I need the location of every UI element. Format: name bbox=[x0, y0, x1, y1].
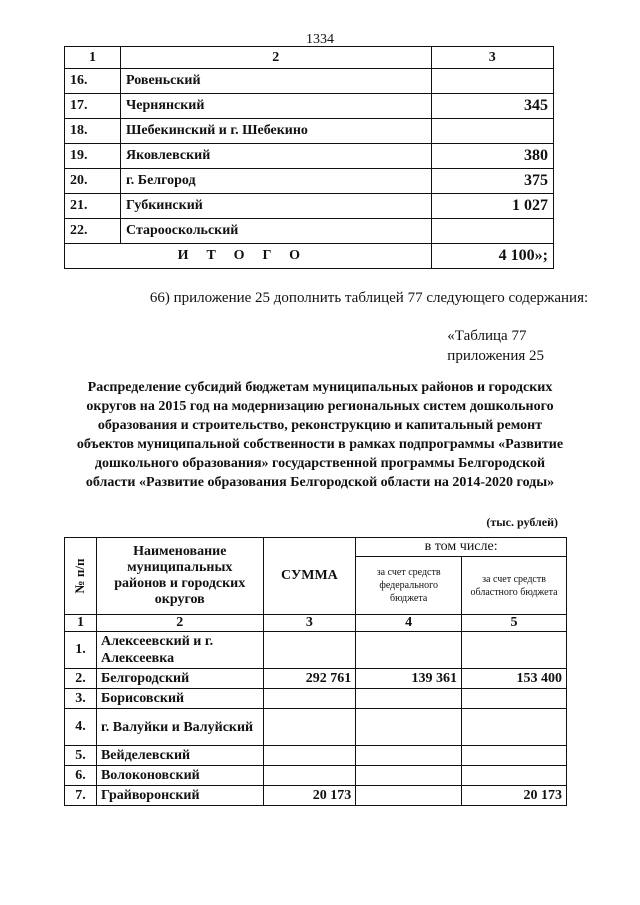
table-row bbox=[65, 69, 554, 94]
total-label: ИТОГО bbox=[65, 244, 432, 269]
continuation-table bbox=[64, 46, 554, 269]
units-label: (тыс. рублей) bbox=[486, 515, 558, 529]
district-name: Шебекинский и г. Шебекино bbox=[121, 119, 432, 144]
page-number: 1334 bbox=[306, 32, 334, 47]
amount: 1 027 bbox=[431, 194, 553, 219]
regional-header: за счет средств областного бюджета bbox=[462, 557, 567, 615]
district-name: Борисовский bbox=[96, 689, 263, 709]
row-number: 5. bbox=[65, 746, 97, 766]
sum-value bbox=[263, 766, 356, 786]
row-number: 6. bbox=[65, 766, 97, 786]
number-header-cell bbox=[65, 538, 97, 615]
column-index: 5 bbox=[462, 615, 567, 632]
including-header: в том числе: bbox=[356, 538, 567, 557]
regional-value bbox=[462, 746, 567, 766]
district-name: Белгородский bbox=[96, 669, 263, 689]
caption-line: приложения 25 bbox=[447, 348, 544, 364]
caption-line: «Таблица 77 bbox=[447, 328, 527, 344]
column-header: 2 bbox=[121, 47, 432, 69]
district-name: Чернянский bbox=[121, 94, 432, 119]
table-row bbox=[65, 786, 567, 806]
table-row bbox=[65, 194, 554, 219]
sum-value bbox=[263, 689, 356, 709]
federal-header: за счет средств федерального бюджета bbox=[356, 557, 462, 615]
amount bbox=[431, 119, 553, 144]
regional-value bbox=[462, 766, 567, 786]
district-name: Грайворонский bbox=[96, 786, 263, 806]
table-header-row bbox=[65, 538, 567, 557]
table-row bbox=[65, 119, 554, 144]
table-caption bbox=[447, 326, 544, 366]
row-number: 22. bbox=[65, 219, 121, 244]
table-row bbox=[65, 219, 554, 244]
subsidy-table bbox=[64, 537, 567, 806]
row-number: 19. bbox=[65, 144, 121, 169]
row-number: 1. bbox=[65, 632, 97, 669]
federal-value bbox=[356, 632, 462, 669]
district-name: Ровеньский bbox=[121, 69, 432, 94]
regional-value: 153 400 bbox=[462, 669, 567, 689]
amount: 380 bbox=[431, 144, 553, 169]
district-name: г. Валуйки и Валуйский bbox=[96, 709, 263, 746]
federal-value bbox=[356, 746, 462, 766]
amount bbox=[431, 69, 553, 94]
sum-value bbox=[263, 709, 356, 746]
row-number: 4. bbox=[65, 709, 97, 746]
column-index-row bbox=[65, 615, 567, 632]
column-index: 4 bbox=[356, 615, 462, 632]
district-name: Алексеевский и г. Алексеевка bbox=[96, 632, 263, 669]
table-row bbox=[65, 669, 567, 689]
district-name: Старооскольский bbox=[121, 219, 432, 244]
row-number: 18. bbox=[65, 119, 121, 144]
total-row bbox=[65, 244, 554, 269]
column-header: 3 bbox=[431, 47, 553, 69]
amendment-paragraph bbox=[0, 290, 640, 307]
table-row bbox=[65, 689, 567, 709]
column-index: 1 bbox=[65, 615, 97, 632]
column-header: 1 bbox=[65, 47, 121, 69]
amendment-text: 66) приложение 25 дополнить таблицей 77 следующего содержания: bbox=[149, 290, 589, 306]
district-name: Вейделевский bbox=[96, 746, 263, 766]
row-number: 17. bbox=[65, 94, 121, 119]
total-value: 4 100»; bbox=[431, 244, 553, 269]
federal-value bbox=[356, 709, 462, 746]
column-index: 2 bbox=[96, 615, 263, 632]
sum-value: 292 761 bbox=[263, 669, 356, 689]
federal-value: 139 361 bbox=[356, 669, 462, 689]
document-heading: Распределение субсидий бюджетам муниципальных районов и городских округов на 2015 год на модернизацию региональных систем дошкольного образования и строительство, реконструкцию и капитальный ремонт объектов муниципальной собственности в рамках подпрограммы «Развитие дошкольного образования» государственной программы Белгородской области «Развитие образования Белгородской области на 2014-2020 годы» bbox=[76, 380, 564, 490]
column-index: 3 bbox=[263, 615, 356, 632]
row-number: 2. bbox=[65, 669, 97, 689]
row-number: 21. bbox=[65, 194, 121, 219]
row-number: 3. bbox=[65, 689, 97, 709]
district-name: Губкинский bbox=[121, 194, 432, 219]
district-name: Волоконовский bbox=[96, 766, 263, 786]
federal-value bbox=[356, 786, 462, 806]
amount bbox=[431, 219, 553, 244]
table-header-row bbox=[65, 47, 554, 69]
regional-value bbox=[462, 632, 567, 669]
table-row bbox=[65, 709, 567, 746]
sum-value: 20 173 bbox=[263, 786, 356, 806]
table-row bbox=[65, 94, 554, 119]
federal-value bbox=[356, 766, 462, 786]
table-row bbox=[65, 144, 554, 169]
name-header: Наименование муниципальных районов и городских округов bbox=[96, 538, 263, 615]
sum-value bbox=[263, 632, 356, 669]
row-number: 16. bbox=[65, 69, 121, 94]
number-header: № п/п bbox=[72, 558, 88, 594]
table-row bbox=[65, 169, 554, 194]
regional-value bbox=[462, 689, 567, 709]
district-name: Яковлевский bbox=[121, 144, 432, 169]
amount: 345 bbox=[431, 94, 553, 119]
sum-header: СУММА bbox=[263, 538, 356, 615]
table-row bbox=[65, 746, 567, 766]
regional-value: 20 173 bbox=[462, 786, 567, 806]
table-row bbox=[65, 632, 567, 669]
amount: 375 bbox=[431, 169, 553, 194]
regional-value bbox=[462, 709, 567, 746]
row-number: 20. bbox=[65, 169, 121, 194]
table-row bbox=[65, 766, 567, 786]
district-name: г. Белгород bbox=[121, 169, 432, 194]
federal-value bbox=[356, 689, 462, 709]
row-number: 7. bbox=[65, 786, 97, 806]
sum-value bbox=[263, 746, 356, 766]
